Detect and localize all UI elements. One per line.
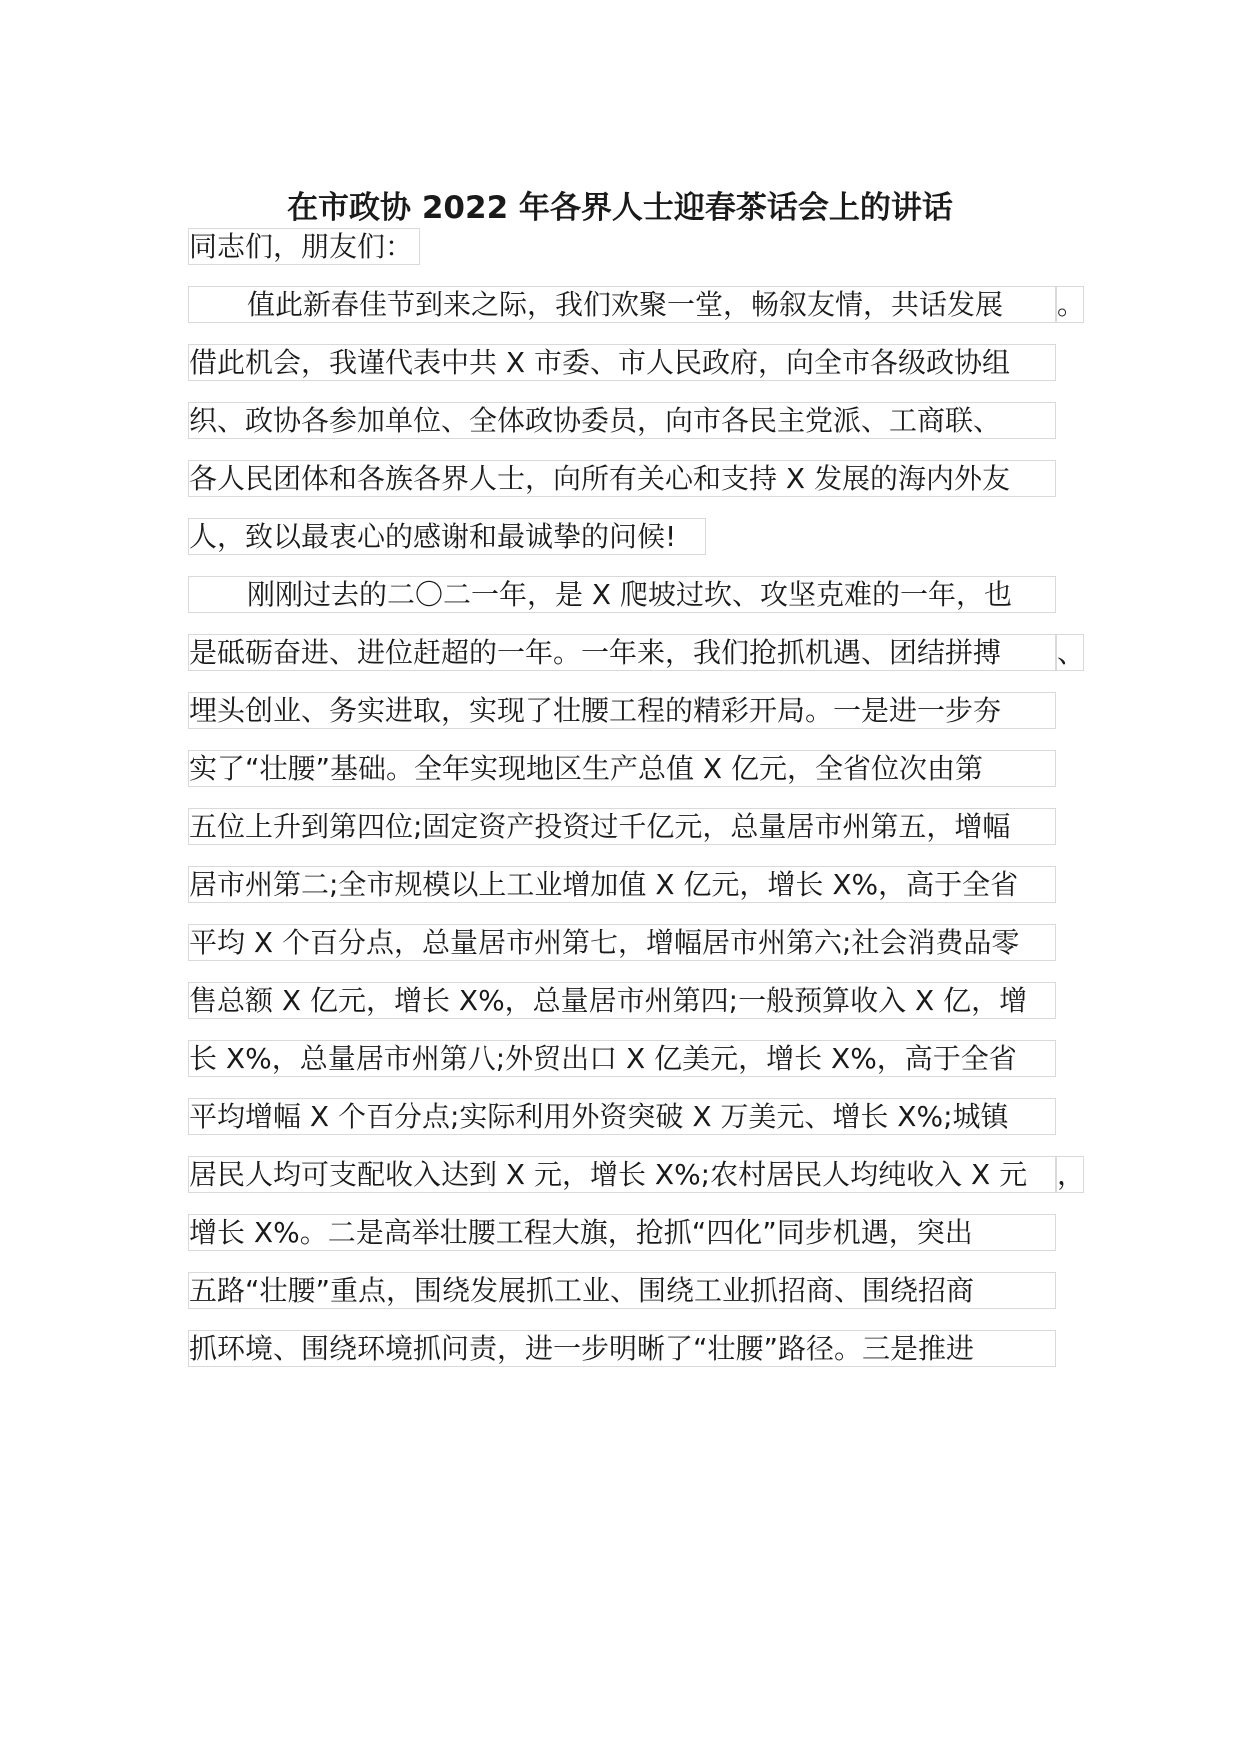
text-line: 五位上升到第四位;固定资产投资过千亿元，总量居市州第五，增幅 xyxy=(188,808,1056,845)
text-line: 居民人均可支配收入达到 X 元，增长 X%;农村居民人均纯收入 X 元 xyxy=(188,1156,1056,1193)
text-line-tail: 。 xyxy=(1057,288,1086,321)
text-line-tail: ， xyxy=(1057,1158,1086,1191)
text-line: 是砥砺奋进、进位赶超的一年。一年来，我们抢抓机遇、团结拼搏 xyxy=(188,634,1056,671)
text-line-tail: 、 xyxy=(1057,636,1086,669)
text-line: 值此新春佳节到来之际，我们欢聚一堂，畅叙友情，共话发展 xyxy=(188,286,1056,323)
text-line: 埋头创业、务实进取，实现了壮腰工程的精彩开局。一是进一步夯 xyxy=(188,692,1056,729)
text-line: 实了“壮腰”基础。全年实现地区生产总值 X 亿元，全省位次由第 xyxy=(188,750,1056,787)
text-line: 刚刚过去的二〇二一年，是 X 爬坡过坎、攻坚克难的一年，也 xyxy=(188,576,1056,613)
document-title: 在市政协 2022 年各界人士迎春茶话会上的讲话 xyxy=(287,190,953,226)
text-line: 各人民团体和各族各界人士，向所有关心和支持 X 发展的海内外友 xyxy=(188,460,1056,497)
text-line: 织、政协各参加单位、全体政协委员，向市各民主党派、工商联、 xyxy=(188,402,1056,439)
text-line: 平均增幅 X 个百分点;实际利用外资突破 X 万美元、增长 X%;城镇 xyxy=(188,1098,1056,1135)
text-line: 售总额 X 亿元，增长 X%，总量居市州第四;一般预算收入 X 亿，增 xyxy=(188,982,1056,1019)
text-line: 借此机会，我谨代表中共 X 市委、市人民政府，向全市各级政协组 xyxy=(188,344,1056,381)
text-line: 五路“壮腰”重点，围绕发展抓工业、围绕工业抓招商、围绕招商 xyxy=(188,1272,1056,1309)
text-line: 增长 X%。二是高举壮腰工程大旗，抢抓“四化”同步机遇，突出 xyxy=(188,1214,1056,1251)
salutation: 同志们，朋友们： xyxy=(188,228,420,265)
text-line: 长 X%，总量居市州第八;外贸出口 X 亿美元，增长 X%，高于全省 xyxy=(188,1040,1056,1077)
text-line: 抓环境、围绕环境抓问责，进一步明晰了“壮腰”路径。三是推进 xyxy=(188,1330,1056,1367)
text-line: 平均 X 个百分点，总量居市州第七，增幅居市州第六;社会消费品零 xyxy=(188,924,1056,961)
text-line: 居市州第二;全市规模以上工业增加值 X 亿元，增长 X%，高于全省 xyxy=(188,866,1056,903)
text-line: 人，致以最衷心的感谢和最诚挚的问候! xyxy=(188,518,706,555)
